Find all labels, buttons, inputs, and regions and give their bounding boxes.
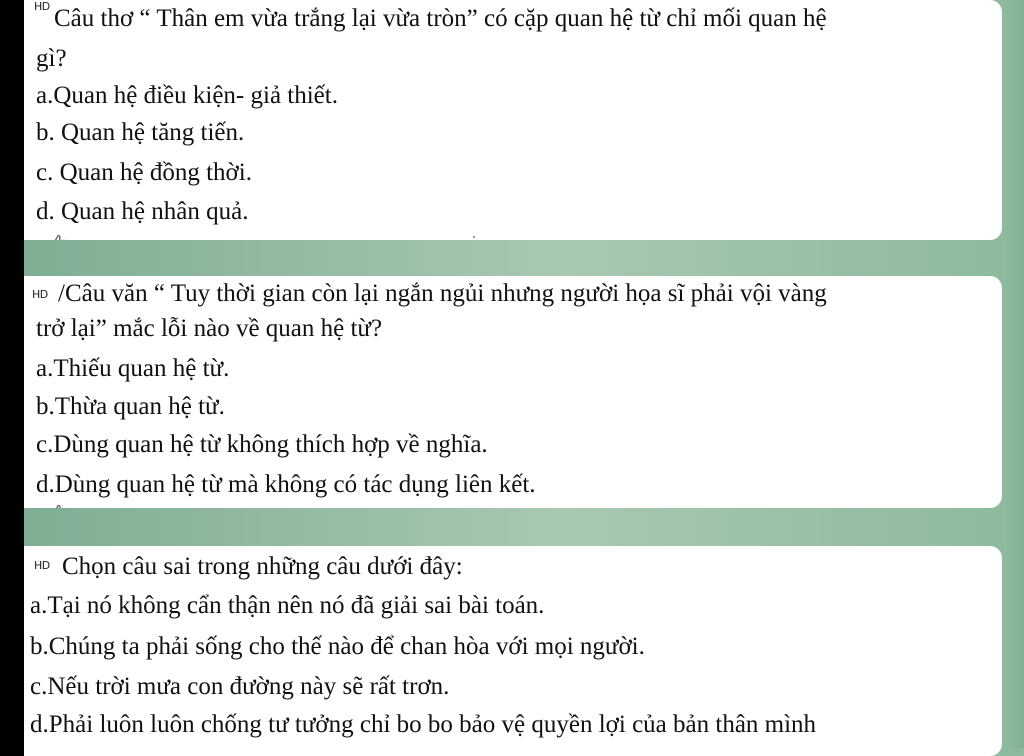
message-line: a.Tại nó không cẩn thận nên nó đã giải sai bài toán. (30, 592, 545, 619)
message-line: c.Dùng quan hệ từ không thích hợp về nghĩa. (36, 431, 488, 458)
message-line: c.Nếu trời mưa con đường này sẽ rất trơn. (30, 673, 450, 700)
thumbs-up-icon[interactable] (46, 502, 72, 508)
sender-tag: HD (34, 0, 50, 13)
message-line: Chọn câu sai trong những câu dưới đây: (62, 553, 463, 580)
message-line: Câu thơ “ Thân em vừa trắng lại vừa tròn” có cặp quan hệ từ chỉ mối quan hệ (54, 5, 827, 32)
message-line: b.Thừa quan hệ từ. (36, 393, 225, 420)
message-line: a.Thiếu quan hệ từ. (36, 355, 230, 382)
message-line: c. Quan hệ đồng thời. (36, 159, 252, 186)
message-line: d.Dùng quan hệ từ mà không có tác dụng liên kết. (36, 471, 536, 498)
message-bubble[interactable] (24, 276, 1002, 508)
message-line: b.Chúng ta phải sống cho thế nào để chan hòa với mọi người. (30, 633, 645, 660)
message-bubble[interactable] (24, 546, 1002, 756)
message-bubble[interactable] (24, 0, 1002, 240)
message-line: a.Quan hệ điều kiện- giả thiết. (36, 82, 338, 109)
message-line: gì? (36, 45, 67, 72)
message-line: trở lại” mắc lỗi nào về quan hệ từ? (36, 315, 383, 342)
sender-tag: HD (34, 559, 50, 572)
message-line: d. Quan hệ nhân quả. (36, 198, 249, 225)
message-line: /Câu văn “ Tuy thời gian còn lại ngắn ngủi nhưng người họa sĩ phải vội vàng (58, 280, 827, 307)
separator-dot (473, 236, 475, 238)
thumbs-up-icon[interactable] (46, 232, 72, 240)
message-line: b. Quan hệ tăng tiến. (36, 119, 245, 146)
message-line: d.Phải luôn luôn chống tư tưởng chỉ bo bo bảo vệ quyền lợi của bản thân mình (30, 711, 817, 738)
window-edge (1004, 0, 1024, 748)
sender-tag: HD (32, 288, 48, 301)
